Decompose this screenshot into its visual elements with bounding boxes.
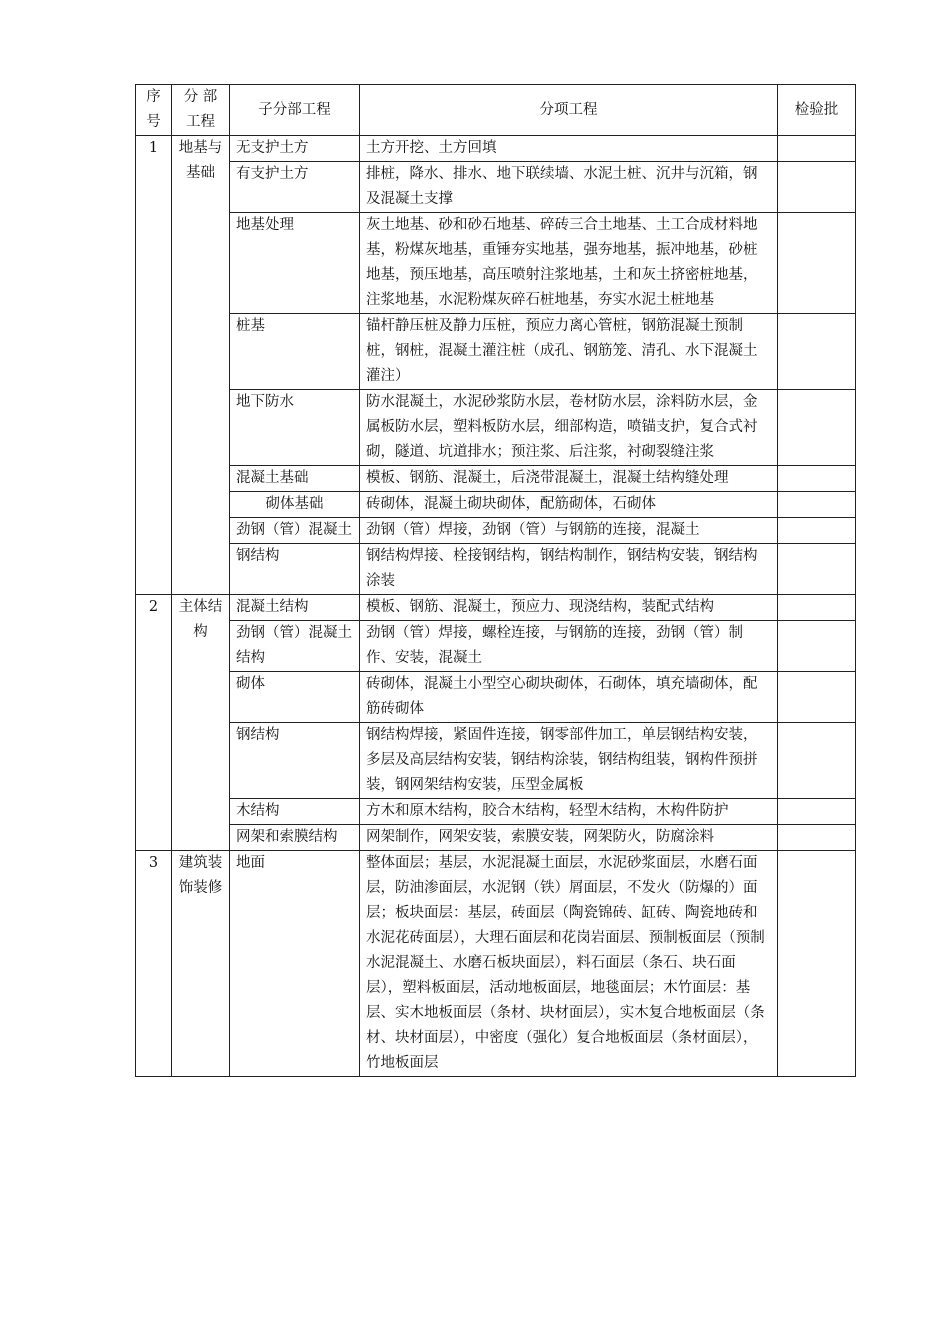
sub-items-cell: 砖砌体，混凝土小型空心砌块砌体，石砌体，填充墙砌体，配筋砖砌体	[360, 672, 778, 723]
sub-items-cell: 网架制作，网架安装，索膜安装，网架防火，防腐涂料	[360, 825, 778, 851]
table-row	[136, 825, 856, 851]
table-row	[136, 544, 856, 595]
table-row	[136, 851, 856, 1077]
subdivision-cell: 钢结构	[230, 544, 360, 595]
sub-items-cell: 劲钢（管）焊接，劲钢（管）与钢筋的连接，混凝土	[360, 518, 778, 544]
inspection-lot-cell	[778, 825, 856, 851]
subdivision-cell: 钢结构	[230, 723, 360, 799]
sub-items-cell: 排桩，降水、排水、地下联续墙、水泥土桩、沉井与沉箱，钢及混凝土支撑	[360, 162, 778, 213]
subdivision-cell: 地面	[230, 851, 360, 1077]
sub-items-cell: 灰土地基、砂和砂石地基、碎砖三合土地基、土工合成材料地基，粉煤灰地基，重锤夯实地基，强夯地基，振冲地基，砂桩地基，预压地基，高压喷射注浆地基，土和灰土挤密桩地基，注浆地基，水泥粉煤灰碎石桩地基，夯实水泥土桩地基	[360, 213, 778, 314]
inspection-lot-cell	[778, 544, 856, 595]
inspection-lot-cell	[778, 390, 856, 466]
subdivision-cell: 有支护土方	[230, 162, 360, 213]
sub-items-cell: 钢结构焊接、栓接钢结构，钢结构制作，钢结构安装，钢结构涂装	[360, 544, 778, 595]
inspection-lot-cell	[778, 595, 856, 621]
sub-items-cell: 钢结构焊接，紧固件连接，钢零部件加工，单层钢结构安装，多层及高层结构安装，钢结构涂装，钢结构组装，钢构件预拼装，钢网架结构安装，压型金属板	[360, 723, 778, 799]
subdivision-cell: 木结构	[230, 799, 360, 825]
serial-number-cell: 2	[136, 595, 172, 851]
header-sub-items: 分项工程	[360, 85, 778, 136]
table-row	[136, 723, 856, 799]
table-row	[136, 799, 856, 825]
table-row	[136, 162, 856, 213]
inspection-lot-cell	[778, 723, 856, 799]
subdivision-cell: 地基处理	[230, 213, 360, 314]
subdivision-cell: 劲钢（管）混凝土结构	[230, 621, 360, 672]
header-inspection-lot: 检验批	[778, 85, 856, 136]
subdivision-cell: 地下防水	[230, 390, 360, 466]
header-serial-number: 序号	[136, 85, 172, 136]
subdivision-cell: 混凝土基础	[230, 466, 360, 492]
inspection-lot-cell	[778, 518, 856, 544]
inspection-lot-cell	[778, 621, 856, 672]
division-cell: 地基与基础	[172, 136, 230, 595]
sub-items-cell: 模板、钢筋、混凝土，预应力、现浇结构，装配式结构	[360, 595, 778, 621]
table-header-row	[136, 85, 856, 136]
inspection-lot-cell	[778, 851, 856, 1077]
table-row	[136, 492, 856, 518]
serial-number-cell: 1	[136, 136, 172, 595]
subdivision-cell: 砌体	[230, 672, 360, 723]
inspection-lot-cell	[778, 466, 856, 492]
inspection-lot-cell	[778, 136, 856, 162]
sub-items-cell: 防水混凝土，水泥砂浆防水层，卷材防水层，涂料防水层，金属板防水层，塑料板防水层，细部构造，喷锚支护，复合式衬砌，隧道、坑道排水；预注浆、后注浆，衬砌裂缝注浆	[360, 390, 778, 466]
sub-items-cell: 方木和原木结构，胶合木结构，轻型木结构，木构件防护	[360, 799, 778, 825]
inspection-lot-cell	[778, 799, 856, 825]
header-division: 分 部 工程	[172, 85, 230, 136]
table-row	[136, 518, 856, 544]
subdivision-cell: 砌体基础	[230, 492, 360, 518]
subdivision-cell: 混凝土结构	[230, 595, 360, 621]
inspection-lot-cell	[778, 672, 856, 723]
sub-items-cell: 砖砌体，混凝土砌块砌体，配筋砌体，石砌体	[360, 492, 778, 518]
table-row	[136, 390, 856, 466]
inspection-lot-cell	[778, 314, 856, 390]
inspection-lot-cell	[778, 213, 856, 314]
sub-items-cell: 锚杆静压桩及静力压桩，预应力离心管桩，钢筋混凝土预制桩，钢桩，混凝土灌注桩（成孔、钢筋笼、清孔、水下混凝土灌注）	[360, 314, 778, 390]
table-row	[136, 466, 856, 492]
inspection-division-table	[135, 84, 856, 1077]
sub-items-cell: 模板、钢筋、混凝土，后浇带混凝土，混凝土结构缝处理	[360, 466, 778, 492]
table-row	[136, 314, 856, 390]
table-row	[136, 213, 856, 314]
table-row	[136, 136, 856, 162]
subdivision-cell: 网架和索膜结构	[230, 825, 360, 851]
subdivision-cell: 劲钢（管）混凝土	[230, 518, 360, 544]
table-row	[136, 595, 856, 621]
header-subdivision: 子分部工程	[230, 85, 360, 136]
division-cell: 主体结构	[172, 595, 230, 851]
sub-items-cell: 整体面层；基层，水泥混凝土面层，水泥砂浆面层，水磨石面层，防油渗面层，水泥钢（铁）屑面层，不发火（防爆的）面层；板块面层：基层，砖面层（陶瓷锦砖、缸砖、陶瓷地砖和水泥花砖面层），大理石面层和花岗岩面层、预制板面层（预制水泥混凝土、水磨石板块面层），料石面层（条石、块石面层），塑料板面层，活动地板面层，地毯面层；木竹面层：基层、实木地板面层（条材、块材面层），实木复合地板面层（条材、块材面层），中密度（强化）复合地板面层（条材面层），竹地板面层	[360, 851, 778, 1077]
sub-items-cell: 土方开挖、土方回填	[360, 136, 778, 162]
sub-items-cell: 劲钢（管）焊接，螺栓连接，与钢筋的连接，劲钢（管）制作、安装，混凝土	[360, 621, 778, 672]
table-row	[136, 621, 856, 672]
serial-number-cell: 3	[136, 851, 172, 1077]
inspection-lot-cell	[778, 492, 856, 518]
subdivision-cell: 无支护土方	[230, 136, 360, 162]
table-row	[136, 672, 856, 723]
subdivision-cell: 桩基	[230, 314, 360, 390]
inspection-lot-cell	[778, 162, 856, 213]
division-cell: 建筑装饰装修	[172, 851, 230, 1077]
